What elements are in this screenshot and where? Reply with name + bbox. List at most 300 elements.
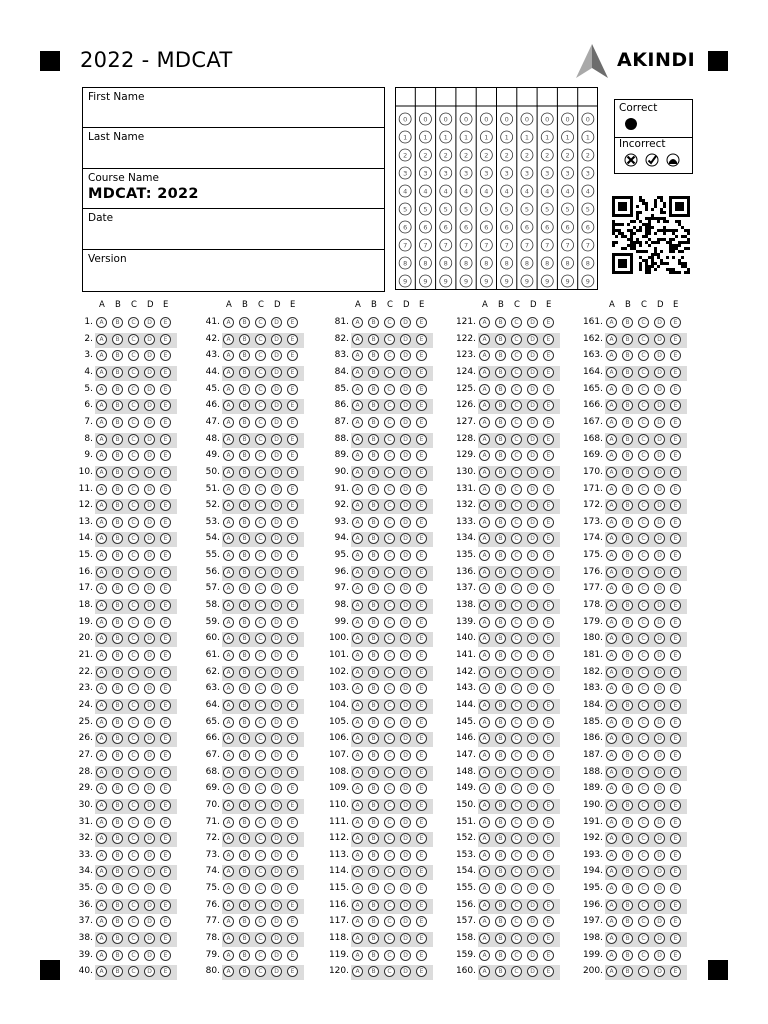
answer-bubble-c[interactable]: C — [128, 567, 139, 578]
answer-bubble-c[interactable]: C — [255, 350, 266, 361]
answer-bubble-b[interactable]: B — [239, 367, 250, 378]
version-field[interactable] — [83, 250, 384, 291]
answer-bubble-b[interactable]: B — [112, 717, 123, 728]
id-digit-bubble[interactable] — [562, 257, 574, 269]
answer-bubble-b[interactable]: B — [368, 866, 379, 877]
answer-bubble-e[interactable]: E — [670, 517, 681, 528]
answer-bubble-b[interactable]: B — [495, 434, 506, 445]
answer-bubble-d[interactable]: D — [271, 650, 282, 661]
answer-bubble-c[interactable]: C — [255, 650, 266, 661]
answer-bubble-a[interactable]: A — [223, 866, 234, 877]
answer-bubble-b[interactable]: B — [495, 933, 506, 944]
id-digit-bubble[interactable] — [521, 275, 533, 287]
answer-bubble-d[interactable]: D — [400, 733, 411, 744]
answer-bubble-c[interactable]: C — [255, 617, 266, 628]
answer-bubble-d[interactable]: D — [400, 400, 411, 411]
id-digit-bubble[interactable] — [399, 113, 411, 125]
answer-bubble-d[interactable]: D — [271, 800, 282, 811]
answer-bubble-b[interactable]: B — [239, 484, 250, 495]
answer-bubble-b[interactable]: B — [239, 467, 250, 478]
answer-bubble-c[interactable]: C — [638, 517, 649, 528]
answer-bubble-e[interactable]: E — [670, 450, 681, 461]
answer-bubble-a[interactable]: A — [606, 484, 617, 495]
answer-bubble-e[interactable]: E — [160, 384, 171, 395]
answer-bubble-a[interactable]: A — [606, 434, 617, 445]
answer-bubble-c[interactable]: C — [511, 717, 522, 728]
answer-bubble-e[interactable]: E — [670, 633, 681, 644]
answer-bubble-e[interactable]: E — [287, 817, 298, 828]
answer-bubble-d[interactable]: D — [654, 717, 665, 728]
answer-bubble-e[interactable]: E — [416, 533, 427, 544]
answer-bubble-c[interactable]: C — [511, 550, 522, 561]
answer-bubble-b[interactable]: B — [112, 667, 123, 678]
answer-bubble-b[interactable]: B — [368, 417, 379, 428]
answer-bubble-c[interactable]: C — [128, 517, 139, 528]
answer-bubble-a[interactable]: A — [96, 883, 107, 894]
answer-bubble-a[interactable]: A — [479, 767, 490, 778]
answer-bubble-d[interactable]: D — [144, 817, 155, 828]
answer-bubble-c[interactable]: C — [128, 767, 139, 778]
id-digit-bubble[interactable] — [562, 131, 574, 143]
answer-bubble-b[interactable]: B — [368, 933, 379, 944]
answer-bubble-b[interactable]: B — [368, 817, 379, 828]
answer-bubble-b[interactable]: B — [368, 567, 379, 578]
answer-bubble-e[interactable]: E — [543, 633, 554, 644]
answer-bubble-e[interactable]: E — [160, 417, 171, 428]
answer-bubble-b[interactable]: B — [495, 567, 506, 578]
answer-bubble-d[interactable]: D — [654, 317, 665, 328]
answer-bubble-e[interactable]: E — [287, 550, 298, 561]
answer-bubble-a[interactable]: A — [606, 667, 617, 678]
answer-bubble-a[interactable]: A — [96, 866, 107, 877]
id-digit-bubble[interactable] — [419, 149, 431, 161]
answer-bubble-e[interactable]: E — [670, 900, 681, 911]
answer-bubble-a[interactable]: A — [223, 850, 234, 861]
answer-bubble-e[interactable]: E — [416, 500, 427, 511]
answer-bubble-b[interactable]: B — [622, 334, 633, 345]
answer-bubble-e[interactable]: E — [287, 717, 298, 728]
answer-bubble-d[interactable]: D — [400, 450, 411, 461]
id-digit-bubble[interactable] — [460, 149, 472, 161]
answer-bubble-c[interactable]: C — [638, 817, 649, 828]
answer-bubble-b[interactable]: B — [495, 883, 506, 894]
answer-bubble-d[interactable]: D — [271, 717, 282, 728]
answer-bubble-e[interactable]: E — [416, 434, 427, 445]
answer-bubble-a[interactable]: A — [479, 817, 490, 828]
answer-bubble-d[interactable]: D — [527, 633, 538, 644]
answer-bubble-e[interactable]: E — [543, 850, 554, 861]
answer-bubble-d[interactable]: D — [144, 950, 155, 961]
id-digit-bubble[interactable] — [521, 185, 533, 197]
id-digit-bubble[interactable] — [440, 257, 452, 269]
answer-bubble-a[interactable]: A — [606, 317, 617, 328]
answer-bubble-b[interactable]: B — [622, 367, 633, 378]
answer-bubble-c[interactable]: C — [255, 500, 266, 511]
answer-bubble-a[interactable]: A — [479, 650, 490, 661]
answer-bubble-e[interactable]: E — [160, 400, 171, 411]
answer-bubble-d[interactable]: D — [527, 384, 538, 395]
answer-bubble-c[interactable]: C — [128, 933, 139, 944]
answer-bubble-e[interactable]: E — [160, 966, 171, 977]
answer-bubble-b[interactable]: B — [495, 733, 506, 744]
answer-bubble-b[interactable]: B — [112, 450, 123, 461]
answer-bubble-c[interactable]: C — [511, 683, 522, 694]
answer-bubble-e[interactable]: E — [543, 583, 554, 594]
id-digit-bubble[interactable] — [541, 203, 553, 215]
id-digit-bubble[interactable] — [541, 167, 553, 179]
answer-bubble-d[interactable]: D — [654, 900, 665, 911]
id-digit-bubble[interactable] — [480, 221, 492, 233]
answer-bubble-e[interactable]: E — [416, 916, 427, 927]
id-digit-bubble[interactable] — [501, 239, 513, 251]
answer-bubble-a[interactable]: A — [223, 384, 234, 395]
answer-bubble-e[interactable]: E — [416, 467, 427, 478]
answer-bubble-a[interactable]: A — [479, 600, 490, 611]
answer-bubble-e[interactable]: E — [416, 966, 427, 977]
id-digit-bubble[interactable] — [419, 113, 431, 125]
answer-bubble-d[interactable]: D — [527, 467, 538, 478]
answer-bubble-d[interactable]: D — [527, 400, 538, 411]
answer-bubble-c[interactable]: C — [384, 517, 395, 528]
answer-bubble-b[interactable]: B — [622, 767, 633, 778]
answer-bubble-a[interactable]: A — [479, 334, 490, 345]
answer-bubble-d[interactable]: D — [654, 467, 665, 478]
answer-bubble-b[interactable]: B — [112, 567, 123, 578]
answer-bubble-d[interactable]: D — [400, 617, 411, 628]
answer-bubble-d[interactable]: D — [144, 400, 155, 411]
answer-bubble-c[interactable]: C — [638, 900, 649, 911]
answer-bubble-d[interactable]: D — [271, 700, 282, 711]
answer-bubble-e[interactable]: E — [287, 966, 298, 977]
answer-bubble-b[interactable]: B — [112, 317, 123, 328]
id-digit-bubble[interactable] — [501, 113, 513, 125]
answer-bubble-a[interactable]: A — [223, 650, 234, 661]
answer-bubble-b[interactable]: B — [239, 900, 250, 911]
answer-bubble-d[interactable]: D — [400, 750, 411, 761]
answer-bubble-b[interactable]: B — [368, 950, 379, 961]
id-digit-bubble[interactable] — [521, 203, 533, 215]
answer-bubble-c[interactable]: C — [128, 683, 139, 694]
answer-bubble-d[interactable]: D — [527, 583, 538, 594]
answer-bubble-b[interactable]: B — [112, 583, 123, 594]
answer-bubble-a[interactable]: A — [96, 317, 107, 328]
answer-bubble-e[interactable]: E — [416, 617, 427, 628]
answer-bubble-a[interactable]: A — [223, 900, 234, 911]
answer-bubble-d[interactable]: D — [144, 350, 155, 361]
answer-bubble-b[interactable]: B — [368, 883, 379, 894]
answer-bubble-d[interactable]: D — [654, 450, 665, 461]
answer-bubble-b[interactable]: B — [368, 800, 379, 811]
answer-bubble-b[interactable]: B — [622, 600, 633, 611]
answer-bubble-a[interactable]: A — [479, 350, 490, 361]
answer-bubble-b[interactable]: B — [112, 517, 123, 528]
answer-bubble-d[interactable]: D — [271, 400, 282, 411]
answer-bubble-b[interactable]: B — [368, 833, 379, 844]
answer-bubble-b[interactable]: B — [495, 400, 506, 411]
answer-bubble-c[interactable]: C — [511, 850, 522, 861]
answer-bubble-d[interactable]: D — [527, 916, 538, 927]
answer-bubble-c[interactable]: C — [128, 916, 139, 927]
answer-bubble-e[interactable]: E — [287, 350, 298, 361]
answer-bubble-d[interactable]: D — [400, 833, 411, 844]
answer-bubble-c[interactable]: C — [511, 617, 522, 628]
answer-bubble-a[interactable]: A — [96, 350, 107, 361]
answer-bubble-d[interactable]: D — [271, 633, 282, 644]
answer-bubble-b[interactable]: B — [368, 667, 379, 678]
answer-bubble-b[interactable]: B — [112, 767, 123, 778]
answer-bubble-b[interactable]: B — [495, 317, 506, 328]
answer-bubble-d[interactable]: D — [144, 317, 155, 328]
answer-bubble-d[interactable]: D — [654, 933, 665, 944]
answer-bubble-d[interactable]: D — [144, 334, 155, 345]
answer-bubble-c[interactable]: C — [255, 517, 266, 528]
answer-bubble-c[interactable]: C — [638, 683, 649, 694]
answer-bubble-b[interactable]: B — [495, 367, 506, 378]
answer-bubble-c[interactable]: C — [638, 883, 649, 894]
answer-bubble-c[interactable]: C — [255, 367, 266, 378]
answer-bubble-e[interactable]: E — [543, 733, 554, 744]
answer-bubble-c[interactable]: C — [511, 484, 522, 495]
id-digit-bubble[interactable] — [440, 149, 452, 161]
answer-bubble-d[interactable]: D — [144, 667, 155, 678]
answer-bubble-a[interactable]: A — [223, 334, 234, 345]
answer-bubble-c[interactable]: C — [255, 417, 266, 428]
answer-bubble-e[interactable]: E — [416, 733, 427, 744]
answer-bubble-d[interactable]: D — [527, 367, 538, 378]
answer-bubble-a[interactable]: A — [606, 450, 617, 461]
answer-bubble-e[interactable]: E — [670, 550, 681, 561]
answer-bubble-b[interactable]: B — [239, 683, 250, 694]
answer-bubble-b[interactable]: B — [239, 817, 250, 828]
answer-bubble-a[interactable]: A — [479, 633, 490, 644]
answer-bubble-b[interactable]: B — [239, 733, 250, 744]
answer-bubble-e[interactable]: E — [416, 350, 427, 361]
answer-bubble-b[interactable]: B — [368, 550, 379, 561]
answer-bubble-c[interactable]: C — [255, 583, 266, 594]
id-digit-bubble[interactable] — [582, 185, 594, 197]
answer-bubble-b[interactable]: B — [495, 517, 506, 528]
answer-bubble-a[interactable]: A — [352, 883, 363, 894]
answer-bubble-c[interactable]: C — [638, 750, 649, 761]
answer-bubble-e[interactable]: E — [543, 866, 554, 877]
answer-bubble-c[interactable]: C — [384, 583, 395, 594]
answer-bubble-b[interactable]: B — [239, 400, 250, 411]
answer-bubble-d[interactable]: D — [527, 600, 538, 611]
answer-bubble-c[interactable]: C — [384, 866, 395, 877]
answer-bubble-d[interactable]: D — [527, 550, 538, 561]
answer-bubble-a[interactable]: A — [479, 617, 490, 628]
answer-bubble-c[interactable]: C — [384, 833, 395, 844]
answer-bubble-a[interactable]: A — [352, 567, 363, 578]
answer-bubble-b[interactable]: B — [622, 550, 633, 561]
answer-bubble-c[interactable]: C — [255, 750, 266, 761]
answer-bubble-d[interactable]: D — [144, 384, 155, 395]
answer-bubble-b[interactable]: B — [368, 384, 379, 395]
answer-bubble-e[interactable]: E — [670, 384, 681, 395]
answer-bubble-d[interactable]: D — [271, 667, 282, 678]
answer-bubble-d[interactable]: D — [654, 367, 665, 378]
answer-bubble-e[interactable]: E — [160, 950, 171, 961]
answer-bubble-e[interactable]: E — [670, 850, 681, 861]
id-digit-bubble[interactable] — [419, 275, 431, 287]
answer-bubble-a[interactable]: A — [479, 500, 490, 511]
answer-bubble-d[interactable]: D — [271, 350, 282, 361]
answer-bubble-b[interactable]: B — [112, 817, 123, 828]
answer-bubble-e[interactable]: E — [670, 717, 681, 728]
answer-bubble-c[interactable]: C — [638, 733, 649, 744]
answer-bubble-a[interactable]: A — [352, 733, 363, 744]
answer-bubble-c[interactable]: C — [511, 467, 522, 478]
answer-bubble-b[interactable]: B — [622, 966, 633, 977]
answer-bubble-e[interactable]: E — [670, 533, 681, 544]
answer-bubble-b[interactable]: B — [368, 517, 379, 528]
answer-bubble-a[interactable]: A — [352, 767, 363, 778]
answer-bubble-e[interactable]: E — [543, 384, 554, 395]
answer-bubble-b[interactable]: B — [495, 583, 506, 594]
id-digit-bubble[interactable] — [562, 185, 574, 197]
answer-bubble-b[interactable]: B — [622, 866, 633, 877]
answer-bubble-c[interactable]: C — [128, 550, 139, 561]
answer-bubble-a[interactable]: A — [96, 950, 107, 961]
id-digit-bubble[interactable] — [501, 185, 513, 197]
answer-bubble-e[interactable]: E — [160, 733, 171, 744]
last-name-field[interactable] — [83, 128, 384, 169]
answer-bubble-b[interactable]: B — [622, 583, 633, 594]
id-digit-bubble[interactable] — [541, 275, 553, 287]
answer-bubble-a[interactable]: A — [479, 550, 490, 561]
answer-bubble-d[interactable]: D — [144, 567, 155, 578]
id-digit-bubble[interactable] — [399, 275, 411, 287]
answer-bubble-b[interactable]: B — [495, 683, 506, 694]
answer-bubble-d[interactable]: D — [271, 783, 282, 794]
id-digit-bubble[interactable] — [399, 185, 411, 197]
answer-bubble-d[interactable]: D — [400, 650, 411, 661]
answer-bubble-a[interactable]: A — [606, 550, 617, 561]
answer-bubble-e[interactable]: E — [160, 350, 171, 361]
answer-bubble-c[interactable]: C — [638, 650, 649, 661]
answer-bubble-e[interactable]: E — [670, 484, 681, 495]
answer-bubble-d[interactable]: D — [654, 500, 665, 511]
answer-bubble-e[interactable]: E — [416, 633, 427, 644]
answer-bubble-d[interactable]: D — [527, 966, 538, 977]
answer-bubble-b[interactable]: B — [112, 384, 123, 395]
answer-bubble-d[interactable]: D — [654, 750, 665, 761]
answer-bubble-a[interactable]: A — [606, 400, 617, 411]
answer-bubble-a[interactable]: A — [352, 550, 363, 561]
answer-bubble-b[interactable]: B — [112, 733, 123, 744]
answer-bubble-e[interactable]: E — [670, 883, 681, 894]
answer-bubble-e[interactable]: E — [543, 817, 554, 828]
answer-bubble-d[interactable]: D — [527, 484, 538, 495]
id-digit-bubble[interactable] — [399, 203, 411, 215]
answer-bubble-b[interactable]: B — [368, 450, 379, 461]
answer-bubble-d[interactable]: D — [527, 783, 538, 794]
answer-bubble-e[interactable]: E — [543, 750, 554, 761]
answer-bubble-c[interactable]: C — [511, 384, 522, 395]
answer-bubble-a[interactable]: A — [352, 600, 363, 611]
answer-bubble-e[interactable]: E — [543, 367, 554, 378]
answer-bubble-e[interactable]: E — [287, 933, 298, 944]
answer-bubble-e[interactable]: E — [670, 683, 681, 694]
answer-bubble-d[interactable]: D — [654, 517, 665, 528]
answer-bubble-a[interactable]: A — [223, 550, 234, 561]
answer-bubble-d[interactable]: D — [400, 334, 411, 345]
id-digit-bubble[interactable] — [440, 221, 452, 233]
id-digit-bubble[interactable] — [541, 257, 553, 269]
answer-bubble-d[interactable]: D — [400, 933, 411, 944]
answer-bubble-d[interactable]: D — [144, 767, 155, 778]
answer-bubble-a[interactable]: A — [96, 500, 107, 511]
answer-bubble-b[interactable]: B — [495, 950, 506, 961]
answer-bubble-a[interactable]: A — [96, 750, 107, 761]
answer-bubble-c[interactable]: C — [128, 533, 139, 544]
answer-bubble-c[interactable]: C — [384, 567, 395, 578]
answer-bubble-c[interactable]: C — [255, 600, 266, 611]
answer-bubble-e[interactable]: E — [670, 866, 681, 877]
answer-bubble-c[interactable]: C — [511, 450, 522, 461]
answer-bubble-c[interactable]: C — [128, 317, 139, 328]
answer-bubble-e[interactable]: E — [670, 600, 681, 611]
answer-bubble-e[interactable]: E — [287, 533, 298, 544]
answer-bubble-e[interactable]: E — [160, 783, 171, 794]
answer-bubble-d[interactable]: D — [271, 533, 282, 544]
answer-bubble-b[interactable]: B — [239, 866, 250, 877]
answer-bubble-a[interactable]: A — [223, 617, 234, 628]
answer-bubble-b[interactable]: B — [368, 467, 379, 478]
answer-bubble-d[interactable]: D — [400, 317, 411, 328]
answer-bubble-d[interactable]: D — [271, 550, 282, 561]
answer-bubble-d[interactable]: D — [527, 450, 538, 461]
id-digit-bubble[interactable] — [501, 221, 513, 233]
course-name-field[interactable] — [83, 169, 384, 209]
answer-bubble-a[interactable]: A — [606, 500, 617, 511]
answer-bubble-d[interactable]: D — [271, 450, 282, 461]
answer-bubble-a[interactable]: A — [223, 700, 234, 711]
answer-bubble-a[interactable]: A — [606, 683, 617, 694]
answer-bubble-e[interactable]: E — [543, 717, 554, 728]
answer-bubble-e[interactable]: E — [416, 933, 427, 944]
answer-bubble-c[interactable]: C — [511, 750, 522, 761]
answer-bubble-d[interactable]: D — [654, 650, 665, 661]
answer-bubble-a[interactable]: A — [606, 633, 617, 644]
answer-bubble-e[interactable]: E — [287, 700, 298, 711]
answer-bubble-d[interactable]: D — [144, 850, 155, 861]
answer-bubble-b[interactable]: B — [239, 717, 250, 728]
answer-bubble-b[interactable]: B — [239, 667, 250, 678]
answer-bubble-c[interactable]: C — [255, 700, 266, 711]
answer-bubble-c[interactable]: C — [511, 317, 522, 328]
answer-bubble-c[interactable]: C — [638, 450, 649, 461]
id-digit-bubble[interactable] — [399, 149, 411, 161]
answer-bubble-a[interactable]: A — [606, 533, 617, 544]
answer-bubble-d[interactable]: D — [527, 833, 538, 844]
answer-bubble-c[interactable]: C — [384, 717, 395, 728]
answer-bubble-c[interactable]: C — [384, 667, 395, 678]
answer-bubble-c[interactable]: C — [255, 883, 266, 894]
answer-bubble-e[interactable]: E — [287, 484, 298, 495]
answer-bubble-d[interactable]: D — [654, 384, 665, 395]
answer-bubble-d[interactable]: D — [400, 350, 411, 361]
answer-bubble-e[interactable]: E — [670, 966, 681, 977]
answer-bubble-d[interactable]: D — [654, 567, 665, 578]
answer-bubble-d[interactable]: D — [654, 783, 665, 794]
answer-bubble-d[interactable]: D — [271, 883, 282, 894]
answer-bubble-d[interactable]: D — [271, 467, 282, 478]
answer-bubble-c[interactable]: C — [255, 450, 266, 461]
answer-bubble-a[interactable]: A — [223, 434, 234, 445]
answer-bubble-a[interactable]: A — [96, 533, 107, 544]
id-digit-bubble[interactable] — [480, 149, 492, 161]
